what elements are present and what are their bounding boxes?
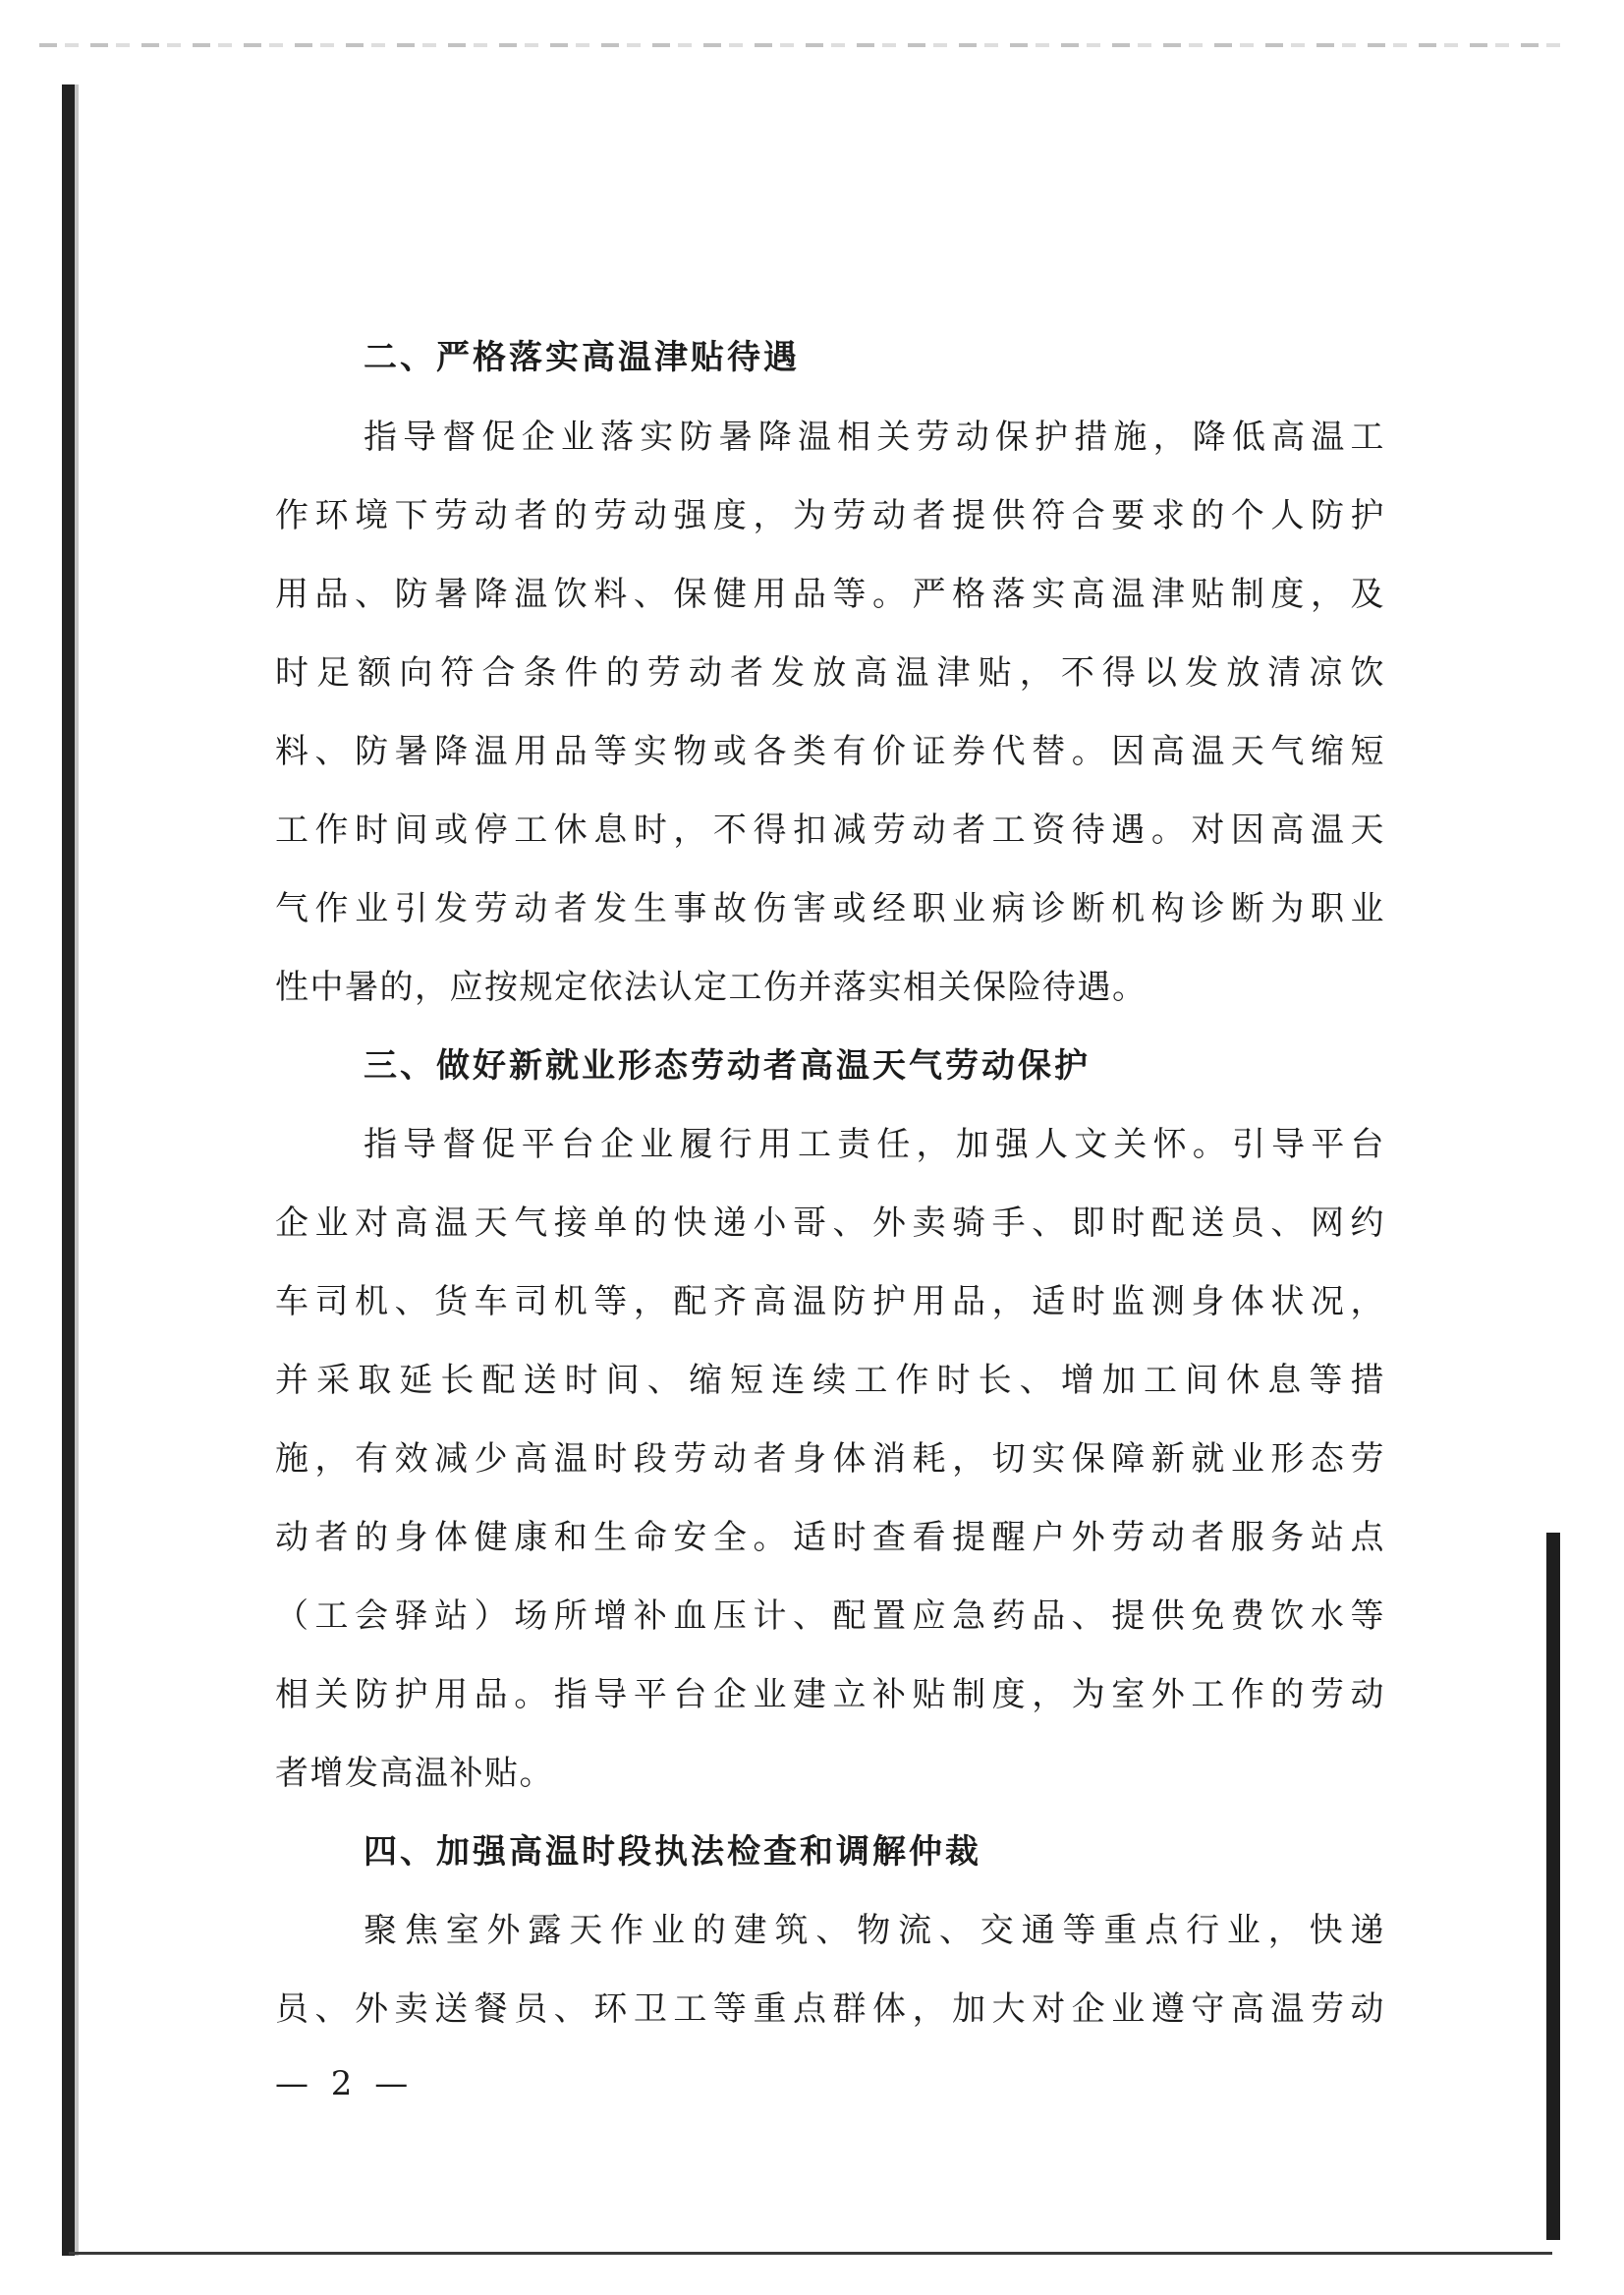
left-binding-shadow <box>75 84 79 2256</box>
paragraph-line: 车司机、货车司机等，配齐高温防护用品，适时监测身体状况， <box>275 1282 1385 1321</box>
paragraph-line: （工会驿站）场所增补血压计、配置应急药品、提供免费饮水等 <box>275 1596 1385 1636</box>
paragraph-line: 指导督促企业落实防暑降温相关劳动保护措施，降低高温工 <box>364 418 1385 457</box>
paragraph-line: 动者的身体健康和生命安全。适时查看提醒户外劳动者服务站点 <box>275 1518 1385 1557</box>
paragraph-line: 施，有效减少高温时段劳动者身体消耗，切实保障新就业形态劳 <box>275 1439 1385 1479</box>
paragraph-line: 用品、防暑降温饮料、保健用品等。严格落实高温津贴制度，及 <box>275 575 1385 614</box>
paragraph-line: 指导督促平台企业履行用工责任，加强人文关怀。引导平台 <box>364 1125 1385 1164</box>
paragraph-line: 企业对高温天气接单的快递小哥、外卖骑手、即时配送员、网约 <box>275 1203 1385 1243</box>
paragraph-line: 者增发高温补贴。 <box>275 1754 554 1793</box>
paragraph-line: 员、外卖送餐员、环卫工等重点群体，加大对企业遵守高温劳动 <box>275 1989 1385 2029</box>
right-scan-edge <box>1546 1533 1560 2240</box>
paragraph-line: 相关防护用品。指导平台企业建立补贴制度，为室外工作的劳动 <box>275 1675 1385 1714</box>
left-binding-edge <box>62 84 75 2256</box>
section-heading: 三、做好新就业形态劳动者高温天气劳动保护 <box>364 1046 1091 1086</box>
section-heading: 二、严格落实高温津贴待遇 <box>364 338 800 377</box>
section-heading: 四、加强高温时段执法检查和调解仲裁 <box>364 1832 981 1872</box>
paragraph-line: 作环境下劳动者的劳动强度，为劳动者提供符合要求的个人防护 <box>275 496 1385 535</box>
bottom-scan-edge <box>69 2252 1552 2255</box>
paragraph-line: 工作时间或停工休息时，不得扣减劳动者工资待遇。对因高温天 <box>275 811 1385 850</box>
paragraph-line: 气作业引发劳动者发生事故伤害或经职业病诊断机构诊断为职业 <box>275 889 1385 928</box>
paragraph-line: 料、防暑降温用品等实物或各类有价证券代替。因高温天气缩短 <box>275 732 1385 771</box>
scan-edge <box>39 43 1572 47</box>
paragraph-line: 时足额向符合条件的劳动者发放高温津贴，不得以发放清凉饮 <box>275 653 1385 693</box>
paragraph-line: 聚焦室外露天作业的建筑、物流、交通等重点行业，快递 <box>364 1911 1385 1950</box>
paragraph-line: 性中暑的，应按规定依法认定工伤并落实相关保险待遇。 <box>275 968 1148 1007</box>
paragraph-line: 并采取延长配送时间、缩短连续工作时长、增加工间休息等措 <box>275 1361 1385 1400</box>
page-number: — 2 — <box>275 2064 415 2103</box>
